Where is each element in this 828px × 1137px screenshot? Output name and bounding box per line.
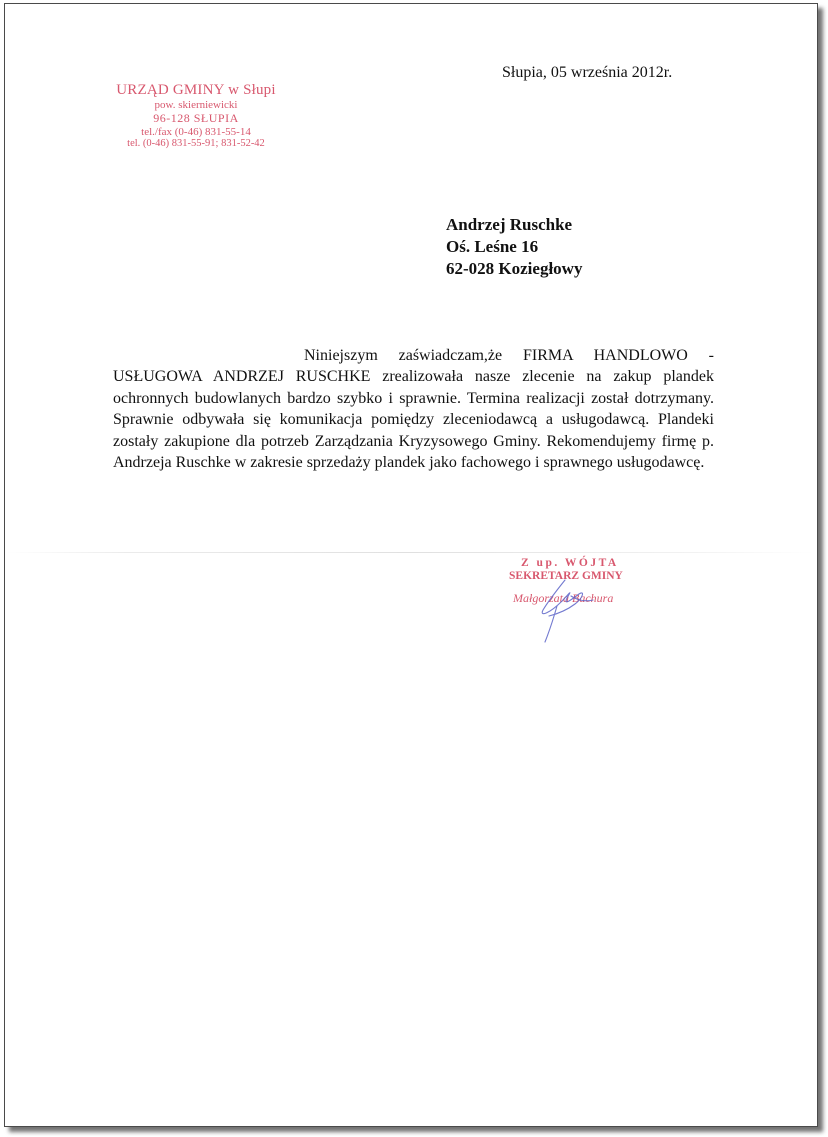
stamp-office-name: URZĄD GMINY w Słupi: [116, 82, 276, 98]
stamp-phone: tel. (0-46) 831-55-91; 831-52-42: [127, 138, 265, 150]
signature-stamp-authority: Z up. WÓJTA: [521, 557, 619, 569]
handwritten-signature: [527, 576, 597, 646]
recipient-city: 62-028 Koziegłowy: [446, 259, 583, 278]
recipient-street: Oś. Leśne 16: [446, 237, 539, 256]
letter-date: Słupia, 05 września 2012r.: [502, 64, 673, 81]
signature-stamp-name: Małgorzata Bachura: [513, 591, 614, 606]
recipient-address: [446, 214, 582, 280]
letter-body: Niniejszym zaświadczam,że FIRMA HANDLOWO - USŁUGOWA ANDRZEJ RUSCHKE zrealizowała nasze zlecenie na zakup plandek ochronnych budowlanych bardzo szybko i sprawnie. Termina realizacji został dotrzymany. Sprawnie odbywała się komunikacja pomiędzy zleceniodawcą a usługodawcą. Plandeki zostały zakupione dla potrzeb Zarządzania Kryzysowego Gminy. Rekomendujemy firmę p. Andrzeja Ruschke w zakresie sprzedaży plandek jako fachowego i sprawnego usługodawcę.: [113, 347, 714, 472]
stamp-phone-fax: tel./fax (0-46) 831-55-14: [141, 125, 251, 138]
stamp-county: pow. skierniewicki: [154, 99, 238, 112]
signature-stamp-title: SEKRETARZ GMINY: [509, 570, 623, 583]
recipient-name: Andrzej Ruschke: [446, 215, 573, 234]
fold-line: [5, 552, 815, 553]
letter-page: [4, 3, 818, 1127]
office-stamp: [101, 82, 291, 150]
stamp-postal-code: 96-128 SŁUPIA: [153, 110, 239, 125]
